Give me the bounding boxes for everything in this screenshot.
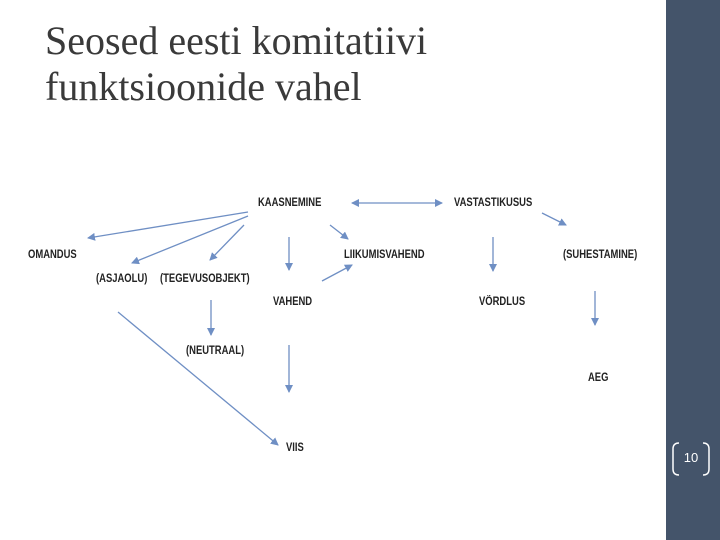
arrow-vastastikusus-suhestamine	[542, 213, 566, 225]
node-omandus: OMANDUS	[28, 249, 77, 261]
node-kaasnemine: KAASNEMINE	[258, 197, 322, 209]
slide-title-line-1: Seosed eesti komitatiivi	[45, 18, 428, 63]
node-vastastikusus: VASTASTIKUSUS	[454, 197, 533, 209]
node-viis: VIIS	[286, 442, 304, 454]
page-number: 10	[683, 450, 699, 465]
node-aeg: AEG	[588, 372, 609, 384]
node-neutraal: (NEUTRAAL)	[186, 345, 245, 357]
diagram-arrows	[26, 175, 657, 486]
slide-title-line-2: funktsioonide vahel	[45, 64, 362, 109]
slide-title	[45, 18, 645, 110]
arrow-vahend-liikumisvahend	[322, 265, 352, 281]
arrow-kaasnemine-tegevusobjekt	[210, 225, 244, 260]
node-suhestamine: (SUHESTAMINE)	[563, 249, 638, 261]
function-diagram	[26, 175, 657, 486]
arrow-asjaolu-viis	[118, 312, 278, 445]
node-tegevusobjekt: (TEGEVUSOBJEKT)	[160, 273, 250, 285]
arrow-kaasnemine-liikumisvahend	[330, 225, 348, 239]
node-vordlus: VÕRDLUS	[479, 296, 526, 308]
node-liikumisvahend: LIIKUMISVAHEND	[344, 249, 425, 261]
node-asjaolu: (ASJAOLU)	[96, 273, 148, 285]
node-vahend: VAHEND	[273, 296, 313, 308]
page-number-badge	[670, 441, 712, 477]
arrow-kaasnemine-omandus	[88, 212, 248, 238]
